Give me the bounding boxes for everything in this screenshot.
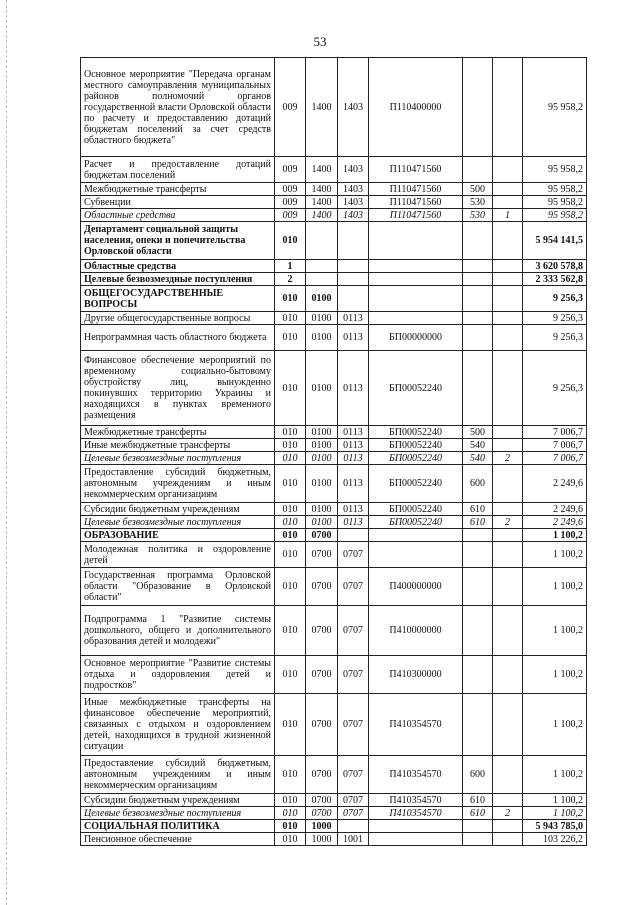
row-subsection: 0707: [338, 807, 369, 820]
row-grbs: 009: [275, 157, 306, 183]
row-name: Субсидии бюджетным учреждениям: [81, 503, 275, 516]
row-grbs: 010: [275, 222, 306, 260]
row-section: 0100: [306, 286, 338, 312]
row-amount: 3 620 578,8: [523, 260, 587, 273]
row-subsection: [338, 222, 369, 260]
row-grbs: 010: [275, 286, 306, 312]
row-expense-type: [463, 568, 493, 606]
row-amount: 2 249,6: [523, 516, 587, 529]
row-funding-source: [493, 426, 523, 439]
table-row: [81, 656, 587, 694]
row-target-article: П400000000: [369, 568, 463, 606]
row-grbs: 009: [275, 58, 306, 157]
row-section: 0700: [306, 807, 338, 820]
row-expense-type: [463, 529, 493, 542]
row-grbs: 010: [275, 833, 306, 846]
row-subsection: 1403: [338, 58, 369, 157]
row-target-article: [369, 222, 463, 260]
row-expense-type: 500: [463, 426, 493, 439]
table-row: [81, 273, 587, 286]
row-target-article: БП00000000: [369, 325, 463, 351]
row-section: 0100: [306, 325, 338, 351]
table-row: [81, 694, 587, 756]
row-amount: 9 256,3: [523, 312, 587, 325]
row-target-article: БП00052240: [369, 516, 463, 529]
row-target-article: П410354570: [369, 694, 463, 756]
row-expense-type: 540: [463, 439, 493, 452]
table-row: [81, 183, 587, 196]
row-grbs: 010: [275, 351, 306, 426]
table-row: [81, 58, 587, 157]
row-amount: 7 006,7: [523, 439, 587, 452]
row-section: 1400: [306, 157, 338, 183]
row-amount: 95 958,2: [523, 209, 587, 222]
row-target-article: [369, 833, 463, 846]
row-section: 0100: [306, 516, 338, 529]
row-expense-type: [463, 273, 493, 286]
row-section: [306, 260, 338, 273]
row-amount: 95 958,2: [523, 196, 587, 209]
row-funding-source: [493, 325, 523, 351]
row-grbs: 2: [275, 273, 306, 286]
row-subsection: 1403: [338, 209, 369, 222]
row-expense-type: 610: [463, 807, 493, 820]
row-section: 0700: [306, 606, 338, 656]
row-expense-type: [463, 312, 493, 325]
row-grbs: 010: [275, 439, 306, 452]
row-amount: 103 226,2: [523, 833, 587, 846]
row-name: ОБЩЕГОСУДАРСТВЕННЫЕ ВОПРОСЫ: [81, 286, 275, 312]
row-name: Целевые безвозмездные поступления: [81, 516, 275, 529]
row-amount: 1 100,2: [523, 694, 587, 756]
row-section: 0700: [306, 529, 338, 542]
row-grbs: 010: [275, 542, 306, 568]
row-name: Непрограммная часть областного бюджета: [81, 325, 275, 351]
row-funding-source: [493, 351, 523, 426]
row-name: Основное мероприятие "Передача органам местного самоуправления муниципальных районов полномочий органов государственной власти Орловской области по расчету и предоставлению дотаций бюджетам поселений за счет средств областного бюджета": [81, 58, 275, 157]
row-grbs: 010: [275, 465, 306, 503]
row-grbs: 010: [275, 756, 306, 794]
row-subsection: 0113: [338, 465, 369, 503]
row-name: Молодежная политика и оздоровление детей: [81, 542, 275, 568]
row-section: 0700: [306, 794, 338, 807]
row-expense-type: 600: [463, 465, 493, 503]
table-row: [81, 312, 587, 325]
row-target-article: [369, 312, 463, 325]
row-grbs: 010: [275, 325, 306, 351]
row-expense-type: 500: [463, 183, 493, 196]
row-section: 1400: [306, 183, 338, 196]
row-funding-source: 2: [493, 516, 523, 529]
row-subsection: 0707: [338, 568, 369, 606]
table-row: [81, 222, 587, 260]
row-target-article: БП00052240: [369, 351, 463, 426]
row-grbs: 009: [275, 196, 306, 209]
table-row: [81, 568, 587, 606]
table-row: [81, 452, 587, 465]
row-grbs: 010: [275, 568, 306, 606]
row-expense-type: [463, 606, 493, 656]
table-row: [81, 516, 587, 529]
row-amount: 2 249,6: [523, 465, 587, 503]
row-grbs: 010: [275, 656, 306, 694]
row-target-article: [369, 260, 463, 273]
row-subsection: 0113: [338, 516, 369, 529]
row-expense-type: [463, 286, 493, 312]
row-funding-source: [493, 222, 523, 260]
row-funding-source: [493, 794, 523, 807]
row-target-article: П410300000: [369, 656, 463, 694]
table-row: [81, 794, 587, 807]
row-subsection: 0707: [338, 756, 369, 794]
page-number: 53: [313, 34, 327, 49]
row-funding-source: [493, 568, 523, 606]
row-amount: 7 006,7: [523, 452, 587, 465]
row-expense-type: [463, 820, 493, 833]
row-subsection: 0707: [338, 606, 369, 656]
row-section: 1400: [306, 209, 338, 222]
table-row: [81, 196, 587, 209]
table-row: [81, 209, 587, 222]
row-subsection: 0707: [338, 694, 369, 756]
row-expense-type: [463, 833, 493, 846]
table-row: [81, 529, 587, 542]
table-row: [81, 807, 587, 820]
row-name: Межбюджетные трансферты: [81, 426, 275, 439]
row-expense-type: [463, 542, 493, 568]
row-subsection: 0707: [338, 656, 369, 694]
row-target-article: [369, 820, 463, 833]
row-funding-source: 1: [493, 209, 523, 222]
row-grbs: 010: [275, 503, 306, 516]
table-row: [81, 325, 587, 351]
table-row: [81, 286, 587, 312]
row-subsection: 0707: [338, 794, 369, 807]
row-section: 0100: [306, 312, 338, 325]
row-funding-source: [493, 183, 523, 196]
row-target-article: П410354570: [369, 807, 463, 820]
row-expense-type: 610: [463, 794, 493, 807]
row-amount: 1 100,2: [523, 756, 587, 794]
row-expense-type: [463, 222, 493, 260]
row-expense-type: 610: [463, 516, 493, 529]
row-amount: 95 958,2: [523, 157, 587, 183]
row-amount: 1 100,2: [523, 794, 587, 807]
row-target-article: БП00052240: [369, 426, 463, 439]
row-name: Пенсионное обеспечение: [81, 833, 275, 846]
row-funding-source: [493, 756, 523, 794]
row-section: 0700: [306, 568, 338, 606]
row-section: 0700: [306, 542, 338, 568]
row-expense-type: [463, 157, 493, 183]
row-target-article: П110471560: [369, 196, 463, 209]
row-section: 1400: [306, 58, 338, 157]
row-target-article: БП00052240: [369, 452, 463, 465]
row-section: 0100: [306, 426, 338, 439]
row-funding-source: [493, 820, 523, 833]
row-section: 0100: [306, 503, 338, 516]
row-grbs: 009: [275, 183, 306, 196]
row-name: Другие общегосударственные вопросы: [81, 312, 275, 325]
row-expense-type: [463, 58, 493, 157]
row-expense-type: 540: [463, 452, 493, 465]
row-name: Иные межбюджетные трансферты: [81, 439, 275, 452]
row-name: Государственная программа Орловской области "Образование в Орловской области": [81, 568, 275, 606]
row-subsection: 0113: [338, 439, 369, 452]
row-expense-type: [463, 325, 493, 351]
row-name: Подпрограмма 1 "Развитие системы дошкольного, общего и дополнительного образования детей и молодежи": [81, 606, 275, 656]
row-funding-source: [493, 286, 523, 312]
row-funding-source: [493, 312, 523, 325]
row-grbs: 010: [275, 606, 306, 656]
row-target-article: П110400000: [369, 58, 463, 157]
row-funding-source: [493, 542, 523, 568]
row-name: Финансовое обеспечение мероприятий по временному социально-бытовому обустройству лиц, вынужденно покинувших территорию Украины и находящихся в пунктах временного размещения: [81, 351, 275, 426]
row-funding-source: 2: [493, 807, 523, 820]
table-row: [81, 351, 587, 426]
row-amount: 9 256,3: [523, 325, 587, 351]
table-row: [81, 426, 587, 439]
row-section: [306, 273, 338, 286]
row-name: Целевые безвозмездные поступления: [81, 452, 275, 465]
row-expense-type: 530: [463, 209, 493, 222]
row-subsection: 0113: [338, 503, 369, 516]
table-row: [81, 503, 587, 516]
row-amount: 1 100,2: [523, 529, 587, 542]
table-row: [81, 260, 587, 273]
row-target-article: [369, 286, 463, 312]
row-subsection: 0707: [338, 542, 369, 568]
row-section: [306, 222, 338, 260]
row-name: Областные средства: [81, 260, 275, 273]
row-funding-source: [493, 694, 523, 756]
row-section: 1400: [306, 196, 338, 209]
row-subsection: [338, 286, 369, 312]
row-subsection: 0113: [338, 426, 369, 439]
row-grbs: 009: [275, 209, 306, 222]
row-expense-type: [463, 260, 493, 273]
row-funding-source: [493, 58, 523, 157]
row-subsection: [338, 820, 369, 833]
table-row: [81, 157, 587, 183]
row-grbs: 010: [275, 452, 306, 465]
row-funding-source: [493, 465, 523, 503]
row-name: Целевые безвозмездные поступления: [81, 273, 275, 286]
row-section: 0100: [306, 465, 338, 503]
row-section: 1000: [306, 833, 338, 846]
row-amount: 2 249,6: [523, 503, 587, 516]
row-grbs: 010: [275, 426, 306, 439]
row-funding-source: [493, 439, 523, 452]
row-amount: 1 100,2: [523, 606, 587, 656]
row-name: Субсидии бюджетным учреждениям: [81, 794, 275, 807]
table-row: [81, 465, 587, 503]
row-amount: 2 333 562,8: [523, 273, 587, 286]
row-target-article: П410000000: [369, 606, 463, 656]
row-amount: 1 100,2: [523, 656, 587, 694]
row-target-article: [369, 529, 463, 542]
row-target-article: [369, 542, 463, 568]
table-row: [81, 542, 587, 568]
row-funding-source: [493, 503, 523, 516]
row-amount: 95 958,2: [523, 58, 587, 157]
row-expense-type: [463, 351, 493, 426]
row-funding-source: [493, 833, 523, 846]
row-amount: 1 100,2: [523, 542, 587, 568]
row-name: Департамент социальной защиты населения, опеки и попечительства Орловской области: [81, 222, 275, 260]
row-expense-type: 610: [463, 503, 493, 516]
row-subsection: 1403: [338, 196, 369, 209]
row-grbs: 010: [275, 312, 306, 325]
row-target-article: П410354570: [369, 756, 463, 794]
row-grbs: 010: [275, 694, 306, 756]
row-expense-type: 600: [463, 756, 493, 794]
row-subsection: 0113: [338, 351, 369, 426]
row-subsection: 0113: [338, 312, 369, 325]
row-expense-type: [463, 694, 493, 756]
row-name: Межбюджетные трансферты: [81, 183, 275, 196]
row-subsection: 0113: [338, 452, 369, 465]
row-target-article: БП00052240: [369, 465, 463, 503]
row-name: ОБРАЗОВАНИЕ: [81, 529, 275, 542]
row-funding-source: [493, 656, 523, 694]
row-amount: 1 100,2: [523, 807, 587, 820]
row-target-article: П110471560: [369, 157, 463, 183]
row-grbs: 1: [275, 260, 306, 273]
row-section: 0700: [306, 756, 338, 794]
row-expense-type: [463, 656, 493, 694]
row-section: 0100: [306, 452, 338, 465]
row-subsection: 1001: [338, 833, 369, 846]
row-grbs: 010: [275, 516, 306, 529]
row-expense-type: 530: [463, 196, 493, 209]
row-subsection: [338, 273, 369, 286]
page-margin-rule: [6, 0, 7, 905]
row-name: Целевые безвозмездные поступления: [81, 807, 275, 820]
row-name: Субвенции: [81, 196, 275, 209]
row-name: Областные средства: [81, 209, 275, 222]
table-row: [81, 606, 587, 656]
row-name: Расчет и предоставление дотаций бюджетам поселений: [81, 157, 275, 183]
table-row: [81, 820, 587, 833]
row-amount: 1 100,2: [523, 568, 587, 606]
row-target-article: П110471560: [369, 183, 463, 196]
row-funding-source: [493, 273, 523, 286]
row-grbs: 010: [275, 529, 306, 542]
row-section: 1000: [306, 820, 338, 833]
table-row: [81, 756, 587, 794]
row-amount: 5 943 785,0: [523, 820, 587, 833]
row-name: Основное мероприятие "Развитие системы отдыха и оздоровления детей и подростков": [81, 656, 275, 694]
row-target-article: БП00052240: [369, 439, 463, 452]
row-funding-source: [493, 260, 523, 273]
row-funding-source: [493, 529, 523, 542]
table-row: [81, 439, 587, 452]
row-name: Предоставление субсидий бюджетным, автономным учреждениям и иным некоммерческим организациям: [81, 465, 275, 503]
row-grbs: 010: [275, 794, 306, 807]
row-target-article: П410354570: [369, 794, 463, 807]
row-section: 0700: [306, 694, 338, 756]
row-target-article: П110471560: [369, 209, 463, 222]
row-section: 0100: [306, 351, 338, 426]
table-row: [81, 833, 587, 846]
row-amount: 95 958,2: [523, 183, 587, 196]
row-subsection: [338, 529, 369, 542]
row-subsection: 1403: [338, 157, 369, 183]
row-amount: 7 006,7: [523, 426, 587, 439]
row-funding-source: [493, 157, 523, 183]
row-subsection: 1403: [338, 183, 369, 196]
row-subsection: [338, 260, 369, 273]
row-amount: 9 256,3: [523, 286, 587, 312]
budget-table: [80, 57, 587, 846]
row-funding-source: [493, 196, 523, 209]
row-name: Предоставление субсидий бюджетным, автономным учреждениям и иным некоммерческим организациям: [81, 756, 275, 794]
row-target-article: [369, 273, 463, 286]
row-target-article: БП00052240: [369, 503, 463, 516]
row-funding-source: 2: [493, 452, 523, 465]
row-grbs: 010: [275, 820, 306, 833]
row-subsection: 0113: [338, 325, 369, 351]
row-name: Иные межбюджетные трансферты на финансовое обеспечение мероприятий, связанных с отдыхом и оздоровлением детей, находящихся в трудной жизненной ситуации: [81, 694, 275, 756]
row-name: СОЦИАЛЬНАЯ ПОЛИТИКА: [81, 820, 275, 833]
row-amount: 5 954 141,5: [523, 222, 587, 260]
row-section: 0100: [306, 439, 338, 452]
row-grbs: 010: [275, 807, 306, 820]
row-amount: 9 256,3: [523, 351, 587, 426]
row-funding-source: [493, 606, 523, 656]
row-section: 0700: [306, 656, 338, 694]
